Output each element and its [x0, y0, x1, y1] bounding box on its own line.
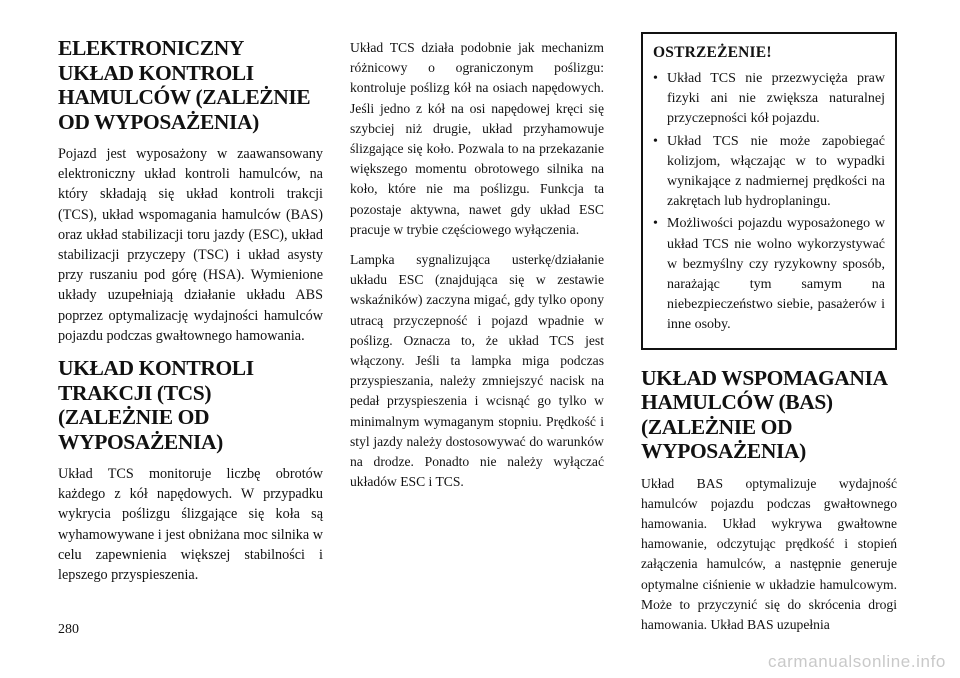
- paragraph-bas: Układ BAS optymalizuje wydajność hamulców pojazdu podczas gwałtownego hamowania. Układ wykrywa gwałtowne hamowanie, odczytując prędkość i stopień załączenia hamulców, a następnie generuje optymalne ciśnienie w układzie hamulcowym. Może to przyczynić się do skrócenia drogi hamowania. Układ BAS uzupełnia: [641, 475, 897, 633]
- warning-box: [641, 32, 897, 350]
- warning-item-text: Układ TCS nie może zapobiegać kolizjom, włączając w to wypadki wynikające z nadmiernej prędkości na zakrętach lub hydroplaningu.: [667, 133, 885, 210]
- bullet-icon: •: [653, 216, 658, 232]
- section-heading-bas: UKŁAD WSPOMAGANIA HAMULCÓW (BAS) (ZALEŻNIE OD WYPOSAŻENIA): [641, 365, 887, 464]
- warning-item: [653, 132, 885, 213]
- paragraph-tcs-monitoring: Układ TCS monitoruje liczbę obrotów każdego z kół napędowych. W przypadku wykrycia poślizgu ślizgające się koła są wyhamowywane i jest obniżana moc silnika w celu zapewnienia większej stabilności i lepszego przyspieszenia.: [58, 466, 323, 584]
- section-heading-esc: ELEKTRONICZNY UKŁAD KONTROLI HAMULCÓW (ZALEŻNIE OD WYPOSAŻENIA): [58, 36, 311, 134]
- warning-item-text: Możliwości pojazdu wyposażonego w układ TCS nie wolno wykorzystywać w bezmyślny czy ryzykowny sposób, narażając tym samym na niebezpieczeństwo siebie, pasażerów i inne osoby.: [667, 216, 885, 333]
- watermark: carmanualsonline.info: [768, 652, 946, 671]
- left-column: [58, 36, 323, 595]
- middle-column: [350, 38, 604, 502]
- bullet-icon: •: [653, 133, 658, 149]
- page-number: 280: [58, 622, 79, 637]
- right-column: [641, 32, 897, 645]
- paragraph-esc-lamp: Lampka sygnalizująca usterkę/działanie układu ESC (znajdująca się w zestawie wskaźników) zaczyna migać, gdy tylko opony utracą przyczepność i pojazd wpadnie w poślizg. Oznacza to, że układ TCS jest włączony. Jeśli ta lampka miga podczas przyspieszania, należy zmniejszyć nacisk na pedał przyspieszenia i wcisnąć go tylko w minimalnym wymaganym stopniu. Prędkość i styl jazdy należy dostosowywać do warunków na drodze. Ponadto nie należy wyłączać układów ESC i TCS.: [350, 252, 604, 490]
- paragraph-tcs-function: Układ TCS działa podobnie jak mechanizm różnicowy o ograniczonym poślizgu: kontroluje poślizg kół na osiach napędowych. Jeśli jedno z kół na osi napędowej kręci się szybciej niż drugie, układ przyhamowuje ślizgające się koło. Pozwala to na przekazanie większego momentu obrotowego silnika na koło, które nie ma poślizgu. Funkcja ta pozostaje aktywna, nawet gdy układ ESC pracuje w trybie częściowego wyłączenia.: [350, 40, 604, 237]
- paragraph-esc-intro: Pojazd jest wyposażony w zaawansowany elektroniczny układ kontroli hamulców, na który składają się układ kontroli trakcji (TCS), układ wspomagania hamulców (BAS) oraz układ stabilizacji toru jazdy (ESC), układ stabilizacji przyczepy (TSC) i układ asysty przy ruszaniu pod górę (HSA). Wymienione układy uzupełniają działanie układu ABS poprzez optymalizację wydajności hamulców pojazdu podczas gwałtownego hamowania.: [58, 146, 323, 344]
- warning-title: OSTRZEŻENIE!: [653, 44, 772, 61]
- warning-item: [653, 69, 885, 130]
- warning-item: [653, 214, 885, 335]
- section-heading-tcs: UKŁAD KONTROLI TRAKCJI (TCS) (ZALEŻNIE OD WYPOSAŻENIA): [58, 356, 254, 454]
- bullet-icon: •: [653, 71, 658, 86]
- warning-list: [653, 69, 885, 336]
- warning-item-text: Układ TCS nie przezwycięża praw fizyki ani nie zwiększa naturalnej przyczepności kół pojazdu.: [667, 71, 885, 127]
